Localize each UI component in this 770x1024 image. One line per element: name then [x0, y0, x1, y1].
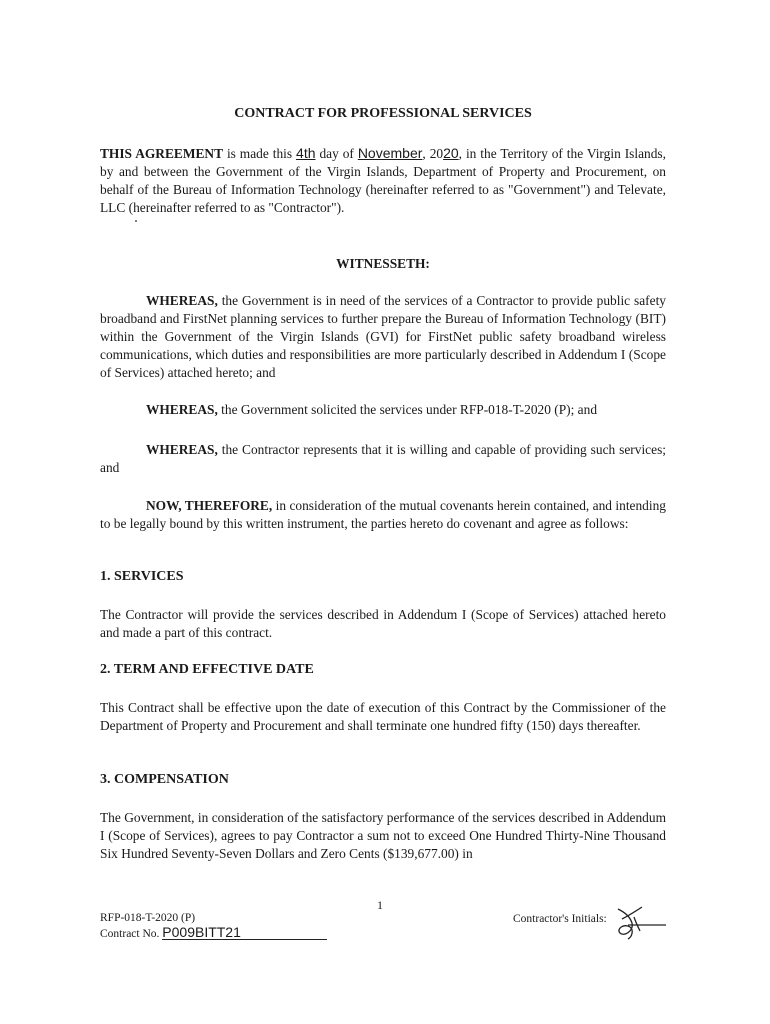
whereas-paragraph-3: WHEREAS, the Contractor represents that it is willing and capable of providing such services; and [100, 442, 666, 475]
whereas-paragraph-1: WHEREAS, the Government is in need of the services of a Contractor to provide public safety broadband and FirstNet planning services to further prepare the Bureau of Information Technology (BIT) within the Government of the Virgin Islands (GVI) for FirstNet public safety broadband wireless communications, which duties and responsibilities are more particularly described in Addendum I (Scope of Services) attached hereto; and [100, 293, 666, 380]
rfp-number: RFP-018-T-2020 (P) [100, 912, 196, 924]
agreement-lead: THIS AGREEMENT [100, 146, 223, 161]
agreement-month: November [357, 145, 423, 161]
witnesseth-heading: WITNESSETH: [336, 256, 430, 271]
contract-no-label: Contract No. [100, 928, 160, 940]
contract-number-line [100, 925, 327, 941]
initials-signature [612, 903, 668, 943]
section-2-text: This Contract shall be effective upon the date of execution of this Contract by the Commissioner of the Department of Property and Procurement and shall terminate one hundred fifty (150) days thereafter. [100, 700, 666, 733]
footer-references [100, 911, 327, 941]
contractor-initials-label: Contractor's Initials: [513, 913, 607, 925]
section-1-text: The Contractor will provide the services described in Addendum I (Scope of Services) attached hereto and made a part of this contract. [100, 607, 666, 640]
document-title: CONTRACT FOR PROFESSIONAL SERVICES [234, 106, 532, 121]
section-3-text: The Government, in consideration of the satisfactory performance of the services described in Addendum I (Scope of Services), agrees to pay Contractor a sum not to exceed One Hundred Thirty-Nine Thousand Six Hundred Seventy-Seven Dollars and Zero Cents ($139,677.00) in [100, 810, 666, 861]
section-3-heading: 3. COMPENSATION [100, 772, 229, 787]
agreement-year: 20 [443, 145, 459, 161]
agreement-paragraph: THIS AGREEMENT is made this 4th day of November, 2020, in the Territory of the Virgin Islands, by and between the Government of the Virgin Islands, Department of Property and Procurement, on behalf of the Bureau of Information Technology (hereinafter referred to as "Government") and Televate, LLC (hereinafter referred to as "Contractor"). [100, 145, 666, 215]
page-number: 1 [377, 898, 383, 912]
section-2-heading: 2. TERM AND EFFECTIVE DATE [100, 662, 314, 677]
now-therefore-paragraph: NOW, THEREFORE, in consideration of the mutual covenants herein contained, and intending to be legally bound by this written instrument, the parties hereto do covenant and agree as follows: [100, 498, 666, 531]
agreement-day: 4th [296, 145, 316, 161]
stray-mark [135, 220, 137, 222]
contract-no-value: P009BITT21 [162, 925, 327, 940]
section-1-heading: 1. SERVICES [100, 569, 184, 584]
whereas-paragraph-2: WHEREAS, the Government solicited the services under RFP-018-T-2020 (P); and [146, 402, 598, 417]
